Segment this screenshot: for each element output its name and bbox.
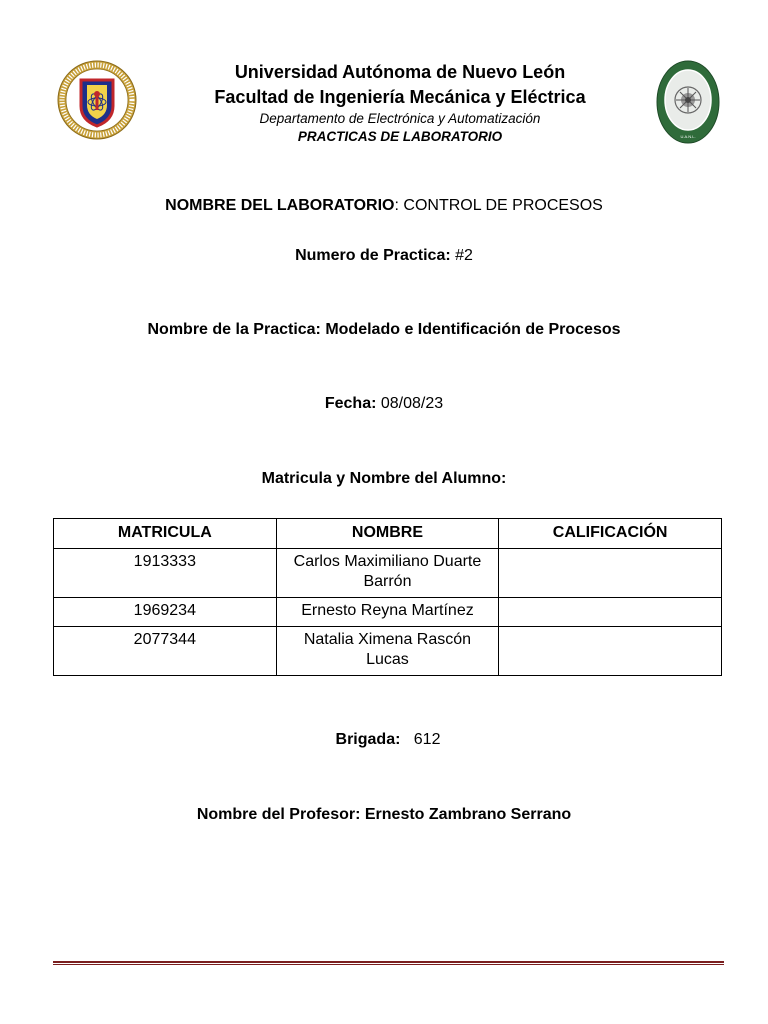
table-row: [54, 598, 722, 627]
practice-number-line: [0, 247, 768, 265]
lab-name-value: : CONTROL DE PROCESOS: [394, 197, 603, 214]
column-header: NOMBRE: [276, 519, 499, 549]
date-line: [0, 395, 768, 413]
university-name: Universidad Autónoma de Nuevo León: [234, 62, 566, 82]
practice-number-label: Numero de Practica:: [295, 247, 451, 264]
nombre-cell: Natalia Ximena Rascón Lucas: [276, 627, 499, 676]
brigade-label: Brigada:: [335, 731, 401, 748]
fime-seal-icon: [656, 60, 720, 144]
document-header: [150, 60, 650, 145]
brigade-value: 612: [413, 731, 441, 748]
matricula-cell: 2077344: [54, 627, 277, 676]
calificacion-cell: [499, 627, 722, 676]
lab-name-line: [0, 197, 768, 215]
date-label: Fecha:: [324, 395, 377, 412]
students-heading: Matricula y Nombre del Alumno:: [261, 470, 507, 487]
table-header-row: [54, 519, 722, 549]
uanl-seal-icon: [57, 60, 137, 140]
department-name: Departamento de Electrónica y Automatización: [259, 111, 541, 126]
matricula-cell: 1969234: [54, 598, 277, 627]
practice-number-value: #2: [450, 247, 473, 264]
practice-name-line: Nombre de la Practica: Modelado e Identificación de Procesos: [147, 321, 621, 338]
svg-text:U.A.N.L.: U.A.N.L.: [680, 134, 696, 139]
lab-name-label: NOMBRE DEL LABORATORIO: [165, 197, 395, 214]
faculty-name: Facultad de Ingeniería Mecánica y Eléctrica: [214, 87, 586, 107]
footer-divider: [53, 961, 724, 966]
students-table: [53, 518, 722, 676]
matricula-cell: 1913333: [54, 549, 277, 598]
nombre-cell: Carlos Maximiliano Duarte Barrón: [276, 549, 499, 598]
table-row: [54, 549, 722, 598]
practices-title: PRACTICAS DE LABORATORIO: [297, 129, 503, 144]
professor-line: Nombre del Profesor: Ernesto Zambrano Serrano: [196, 806, 572, 823]
brigade-line: [0, 731, 768, 749]
table-row: [54, 627, 722, 676]
column-header: CALIFICACIÓN: [499, 519, 722, 549]
calificacion-cell: [499, 549, 722, 598]
nombre-cell: Ernesto Reyna Martínez: [276, 598, 499, 627]
calificacion-cell: [499, 598, 722, 627]
column-header: MATRICULA: [54, 519, 277, 549]
date-value: 08/08/23: [376, 395, 444, 412]
